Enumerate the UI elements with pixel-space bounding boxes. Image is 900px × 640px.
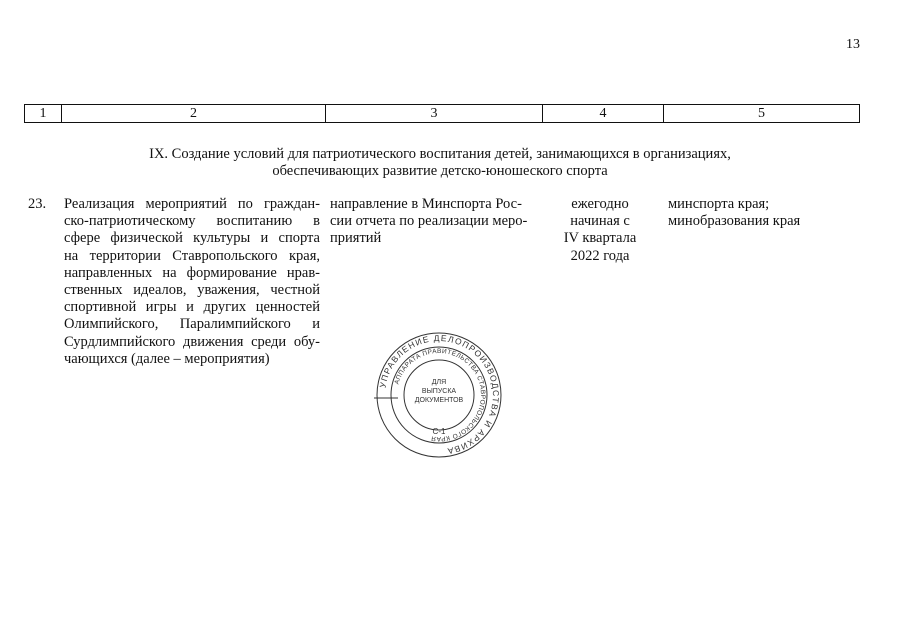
event-line: чающихся (далее – мероприятия) <box>64 350 270 367</box>
document-stamp <box>374 330 504 460</box>
event-line: направленных на формирование нрав- <box>64 264 320 281</box>
stamp-ring-text: УПРАВЛЕНИЕ ДЕЛОПРОИЗВОДСТВА И АРХИВА <box>377 332 502 457</box>
deadline-line: 2022 года <box>570 247 630 264</box>
responsible-executors <box>668 196 868 230</box>
event-line: ско-патриотическому воспитанию в <box>64 213 320 230</box>
stamp-center-line-3: ДОКУМЕНТОВ <box>414 397 464 404</box>
column-number-header <box>24 104 860 123</box>
responsible-line: минобразования края <box>668 213 801 230</box>
event-line: сфере физической культуры и спорта <box>64 230 320 247</box>
deadline <box>540 196 660 265</box>
deadline-line: IV квартала <box>563 230 637 247</box>
section-title-line-1: IX. Создание условий для патриотического воспитания детей, занимающихся в организациях, <box>149 146 731 162</box>
header-col-2: 2 <box>62 105 326 122</box>
event-line: Олимпийского, Паралимпийского и <box>64 316 320 333</box>
stamp-center-line-2: ВЫПУСКА <box>421 388 457 395</box>
event-line: на территории Ставропольского края, <box>64 247 320 264</box>
report-line: направление в Минспорта Рос- <box>330 196 522 212</box>
event-line: Реализация мероприятий по граждан- <box>64 196 320 212</box>
header-col-5: 5 <box>758 106 765 121</box>
section-title <box>60 146 820 180</box>
event-line: Сурдлимпийского движения среди обу- <box>64 333 320 350</box>
event-description <box>64 196 320 368</box>
report-line: сии отчета по реализации меро- <box>330 213 528 230</box>
stamp-inner-circle <box>404 360 474 430</box>
stamp-center-line-1: ДЛЯ <box>431 379 447 386</box>
header-col-1: 1 <box>25 105 62 122</box>
deadline-line: начиная с <box>570 213 630 230</box>
header-col-4: 4 <box>543 105 664 122</box>
row-number: 23. <box>28 196 47 212</box>
page-number: 13 <box>846 37 860 52</box>
header-col-3: 3 <box>326 105 543 122</box>
section-title-line-2: обеспечивающих развитие детско-юношеского спорта <box>272 163 608 179</box>
event-line: спортивной игры и других ценностей <box>64 299 320 316</box>
deadline-line: ежегодно <box>571 196 629 212</box>
stamp-inner-ring-text: АППАРАТА ПРАВИТЕЛЬСТВА СТАВРОПОЛЬСКОГО КРАЯ <box>393 347 487 443</box>
stamp-code: С-1 <box>432 427 446 436</box>
responsible-line: минспорта края; <box>668 196 770 212</box>
report-form <box>330 196 536 248</box>
report-line: приятий <box>330 230 382 247</box>
event-line: ственных идеалов, уважения, честной <box>64 282 320 299</box>
